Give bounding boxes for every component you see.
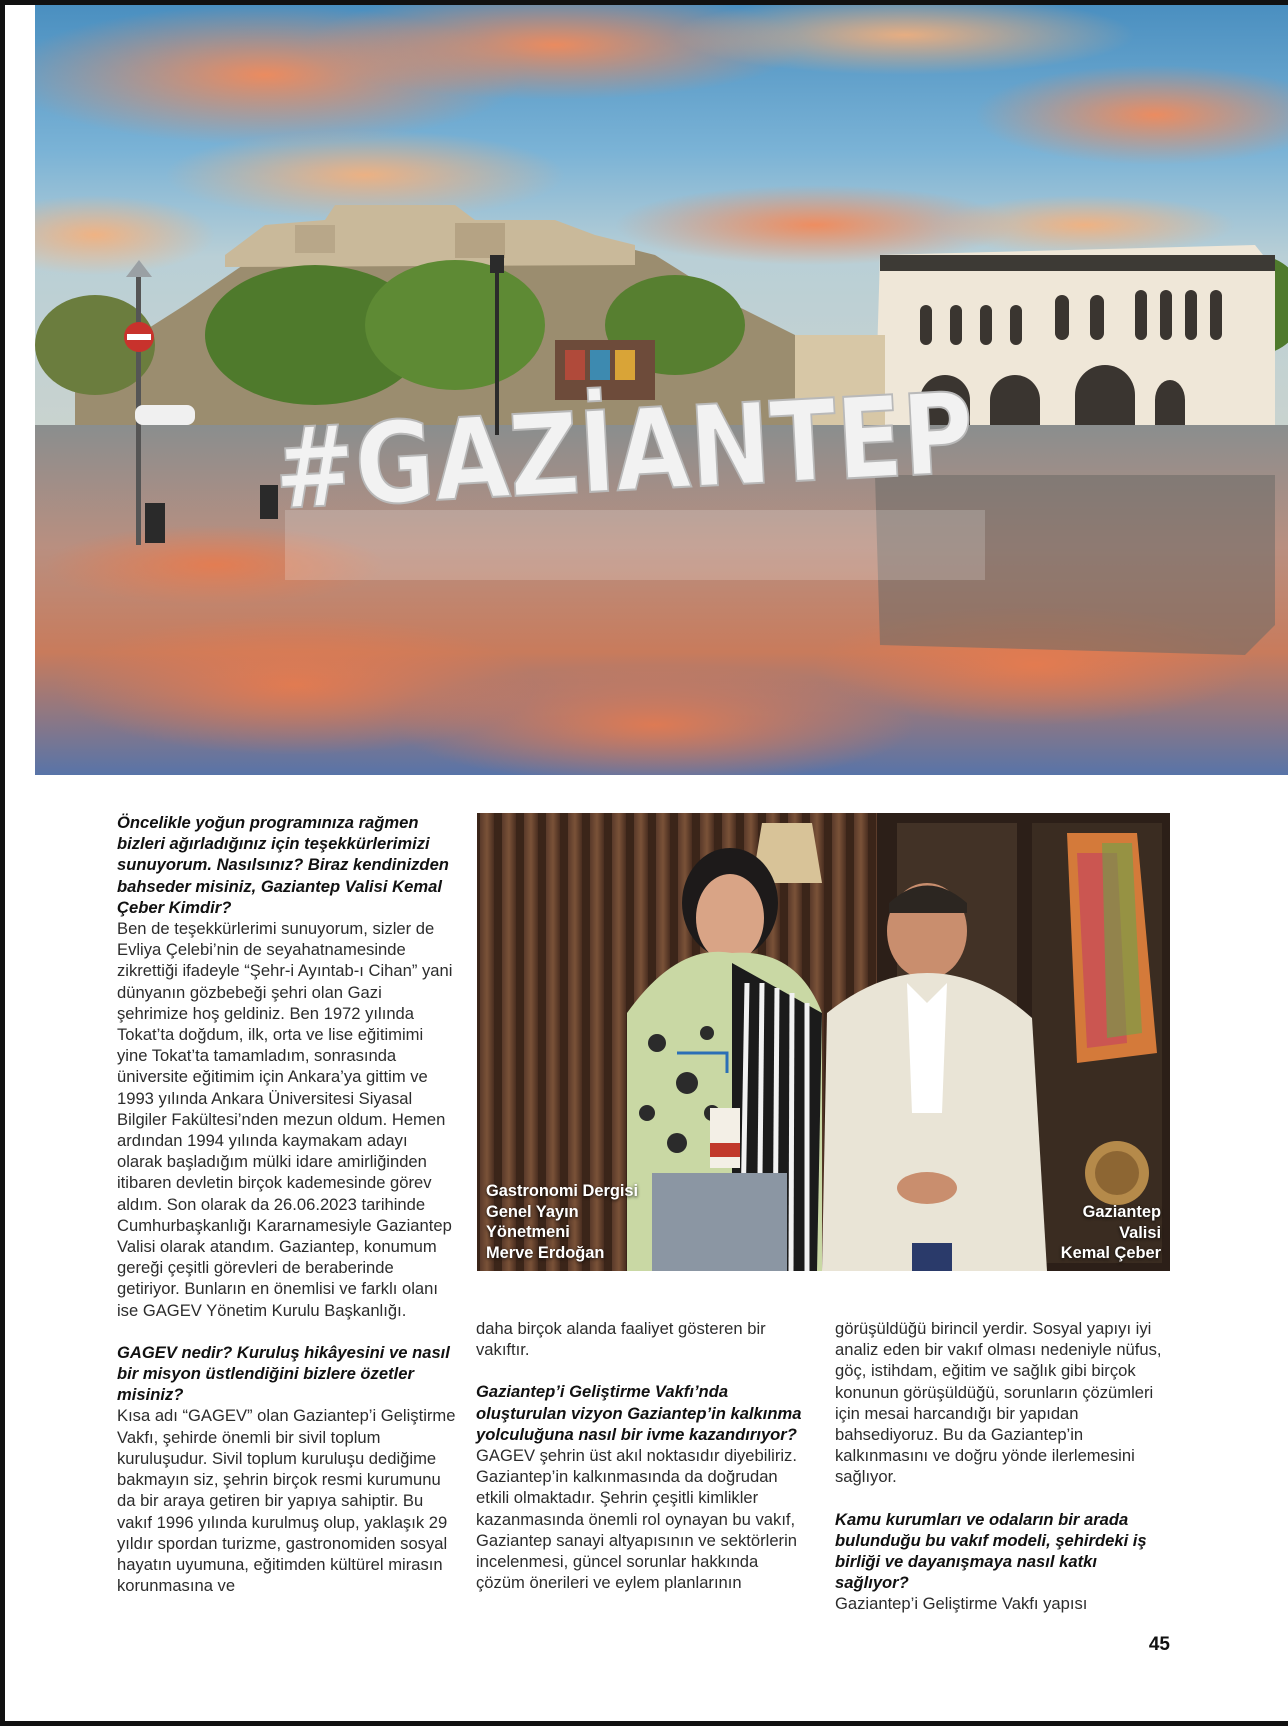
caption-left bbox=[486, 1181, 638, 1263]
question-1: Öncelikle yoğun programınıza rağmen bizleri ağırladığınız için teşekkürlerimizi sunuyorum. Nasılsınız? Biraz kendinizden bahseder misiniz, Gaziantep Valisi Kemal Çeber Kimdir? bbox=[117, 813, 449, 917]
answer-3: GAGEV şehrin üst akıl noktasıdır diyebiliriz. Gaziantep’in kalkınmasında da doğrudan etkili olmaktadır. Şehrin çeşitli kimlikler kazanmasında önemli rol oynayan bu vakıf, Gaziantep sanayi altyapısının ve sektörlerin incelenmesi, güncel sorunlar hakkında çözüm önerileri ve eylem planlarının bbox=[476, 1446, 797, 1593]
answer-2: Kısa adı “GAGEV” olan Gaziantep’i Geliştirme Vakfı, şehirde önemli bir sivil toplum kuruluşudur. Sivil toplum kuruluşu dediğime bakmayın siz, şehrin birçok resmi kurumunu da bir araya getiren bir yapıya sahiptir. Bu vakıf 1996 yılında kurulmuş olup, yaklaşık 29 yıldır spordan turizme, gastronomiden sosyal hayatın uyumuna, eğitimden kültürel mirasın korunmasına ve bbox=[117, 1406, 456, 1596]
frame-left bbox=[0, 0, 5, 1726]
caption-right-line: Kemal Çeber bbox=[1060, 1244, 1161, 1262]
question-2: GAGEV nedir? Kuruluş hikâyesini ve nasıl bir misyon üstlendiğini bizlere özetler misiniz? bbox=[117, 1342, 450, 1405]
caption-right bbox=[1061, 1202, 1161, 1264]
answer-1: Ben de teşekkürlerimi sunuyorum, sizler de Evliya Çelebi’nin de seyahatnamesinde zikrettiği ifadeyle “Şehr-i Ayıntab-ı Cihan” yani dünyanın gözbebeği şehri olan Gazi şehrimize hoş geldiniz. Ben 1972 yılında Tokat’ta doğdum, ilk, orta ve lise eğitimimi yine Tokat’ta tamamladım, sonrasında üniversite eğitimim için Ankara’ya gittim ve 1993 yılında Ankara Üniversitesi Siyasal Bilgiler Fakültesi’nden mezun oldum. Hemen ardından 1994 yılında kaymakam adayı olarak başladığım mülki idare amirliğinden itibaren devletin birçok kademesinde görev aldım. Son olarak da 26.06.2023 tarihinde Cumhurbaşkanlığı Kararnamesiyle Gaziantep Valisi olarak atandım. Gaziantep, konumum gereği çeşitli görevleri de beraberinde getiriyor. Bunların en önemlisi ve farklı olanı ise GAGEV Yönetim Kurulu Başkanlığı. bbox=[117, 919, 453, 1320]
column-3 bbox=[835, 1318, 1165, 1615]
caption-left-line: Genel Yayın bbox=[486, 1202, 579, 1221]
gaziantep-sign: #GAZİANTEP bbox=[270, 363, 1088, 536]
answer-2-continued: daha birçok alanda faaliyet gösteren bir vakıftır. bbox=[476, 1319, 766, 1360]
frame-bottom bbox=[0, 1721, 1288, 1726]
caption-right-line: Gaziantep bbox=[1082, 1203, 1161, 1221]
page-number: 45 bbox=[1148, 1634, 1170, 1655]
question-4: Kamu kurumları ve odaların bir arada bulunduğu bu vakıf modeli, şehirdeki iş birliği ve dayanışmaya nasıl katkı sağlıyor? bbox=[835, 1509, 1147, 1593]
hero-photo bbox=[35, 5, 1288, 775]
answer-4: Gaziantep’i Geliştirme Vakfı yapısı bbox=[835, 1594, 1088, 1614]
caption-left-line: Yönetmeni bbox=[486, 1223, 570, 1241]
caption-left-line: Gastronomi Dergisi bbox=[486, 1182, 639, 1200]
column-1 bbox=[117, 812, 457, 1596]
caption-right-line: Valisi bbox=[1119, 1223, 1161, 1242]
question-3: Gaziantep’i Geliştirme Vakfı’nda oluşturulan vizyon Gaziantep’in kalkınma yolculuğuna nasıl bir ivme kazandırıyor? bbox=[476, 1382, 802, 1444]
interview-photo bbox=[477, 813, 1170, 1271]
caption-left-line: Merve Erdoğan bbox=[486, 1243, 605, 1262]
column-2 bbox=[476, 1318, 806, 1593]
answer-3-continued: görüşüldüğü birincil yerdir. Sosyal yapıyı iyi analiz eden bir vakıf olması nedeniyle nüfus, göç, istihdam, eğitim ve sağlık gibi birçok konunun görüşüldüğü, sorunların çözümleri için mesai harcandığı bir yapıdan bahsediyoruz. Bu da Gaziantep’in kalkınmasını ve doğru yönde ilerlemesini sağlıyor. bbox=[835, 1319, 1162, 1487]
